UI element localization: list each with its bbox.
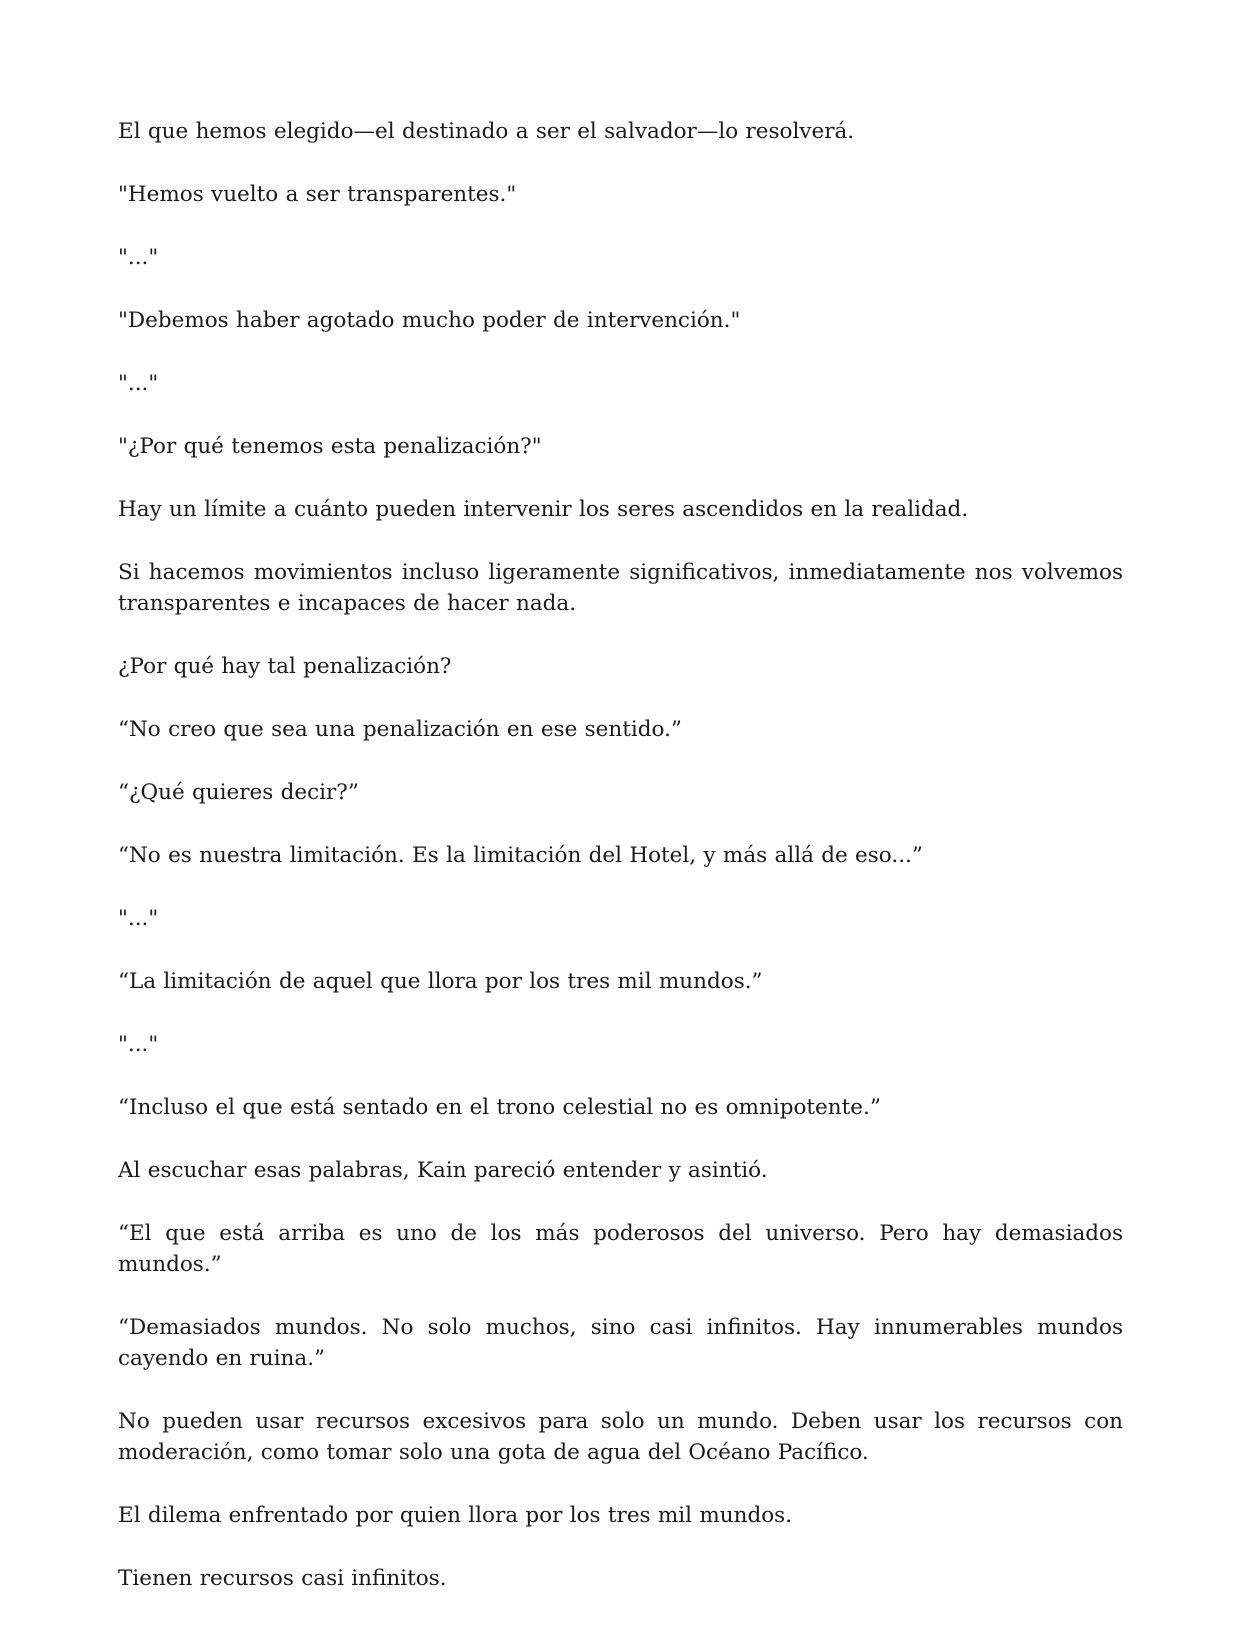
- paragraph: "Debemos haber agotado mucho poder de intervención.": [118, 308, 741, 333]
- paragraph: “No creo que sea una penalización en ese sentido.”: [118, 717, 682, 742]
- paragraph: “La limitación de aquel que llora por los tres mil mundos.”: [118, 969, 763, 994]
- paragraph: "...": [118, 1032, 159, 1057]
- paragraph: “¿Qué quieres decir?”: [118, 780, 359, 805]
- paragraph: "...": [118, 371, 159, 396]
- paragraph: “Incluso el que está sentado en el trono celestial no es omnipotente.”: [118, 1095, 881, 1120]
- paragraph: Tienen recursos casi infinitos.: [118, 1566, 447, 1591]
- paragraph: El que hemos elegido—el destinado a ser el salvador—lo resolverá.: [118, 119, 855, 144]
- paragraph: Al escuchar esas palabras, Kain pareció entender y asintió.: [118, 1158, 768, 1183]
- document-body: [118, 116, 1123, 1626]
- paragraph: "Hemos vuelto a ser transparentes.": [118, 182, 517, 207]
- paragraph: No pueden usar recursos excesivos para solo un mundo. Deben usar los recursos con moderación, como tomar solo una gota de agua del Océano Pacífico.: [118, 1409, 1123, 1465]
- paragraph: “El que está arriba es uno de los más poderosos del universo. Pero hay demasiados mundos.”: [118, 1221, 1123, 1277]
- paragraph: "...": [118, 245, 159, 270]
- paragraph: El dilema enfrentado por quien llora por los tres mil mundos.: [118, 1503, 793, 1528]
- paragraph: "¿Por qué tenemos esta penalización?": [118, 434, 542, 459]
- paragraph: “No es nuestra limitación. Es la limitación del Hotel, y más allá de eso...”: [118, 843, 923, 868]
- paragraph: “Demasiados mundos. No solo muchos, sino casi infinitos. Hay innumerables mundos cayendo en ruina.”: [118, 1315, 1123, 1371]
- paragraph: Hay un límite a cuánto pueden intervenir los seres ascendidos en la realidad.: [118, 497, 969, 522]
- paragraph: "...": [118, 906, 159, 931]
- paragraph: Si hacemos movimientos incluso ligeramente significativos, inmediatamente nos volvemos transparentes e incapaces de hacer nada.: [118, 560, 1123, 616]
- paragraph: ¿Por qué hay tal penalización?: [118, 654, 452, 679]
